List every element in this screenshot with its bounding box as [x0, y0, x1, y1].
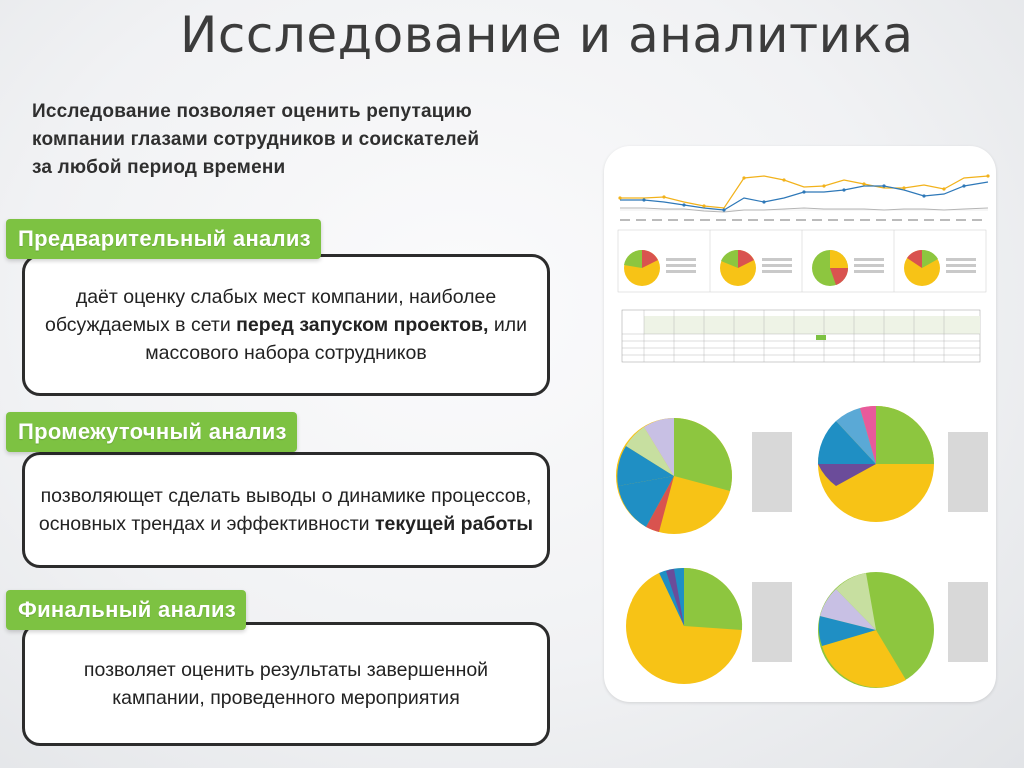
preliminary-analysis-label: Предварительный анализ [6, 219, 321, 259]
small-pie-4 [904, 250, 940, 286]
report-preview-graphic [604, 146, 996, 702]
preliminary-analysis-text: даёт оценку слабых мест компании, наиболее обсуждаемых в сети перед запуском проектов, или массового набора сотрудников [44, 286, 528, 364]
big-pie-4 [818, 572, 934, 688]
slide-title: Исследование и аналитика [180, 6, 914, 64]
intermediate-analysis-label: Промежуточный анализ [6, 412, 297, 452]
final-analysis-box [22, 622, 550, 746]
small-pie-3 [812, 250, 848, 286]
preliminary-analysis-box [22, 254, 550, 396]
trend-line-chart [618, 174, 989, 220]
intermediate-analysis-box [22, 452, 550, 568]
negative-mentions-table [622, 310, 980, 362]
slide-subtitle: Исследование позволяет оценить репутацию компании глазами сотрудников и соискателей за любой период времени [32, 101, 480, 178]
intermediate-analysis-text: позволяющет сделать выводы о динамике процессов, основных трендах и эффективности текущей работы [38, 485, 534, 535]
final-analysis-text: позволяет оценить результаты завершенной кампании, проведенного мероприятия [83, 659, 489, 709]
report-preview [604, 146, 996, 702]
big-pie-1 [616, 418, 732, 534]
final-analysis-label: Финальный анализ [6, 590, 246, 630]
small-pie-1 [624, 250, 660, 286]
big-pie-2 [818, 406, 934, 522]
small-pie-row [618, 230, 986, 292]
big-pie-3 [626, 568, 742, 684]
small-pie-2 [720, 250, 756, 286]
